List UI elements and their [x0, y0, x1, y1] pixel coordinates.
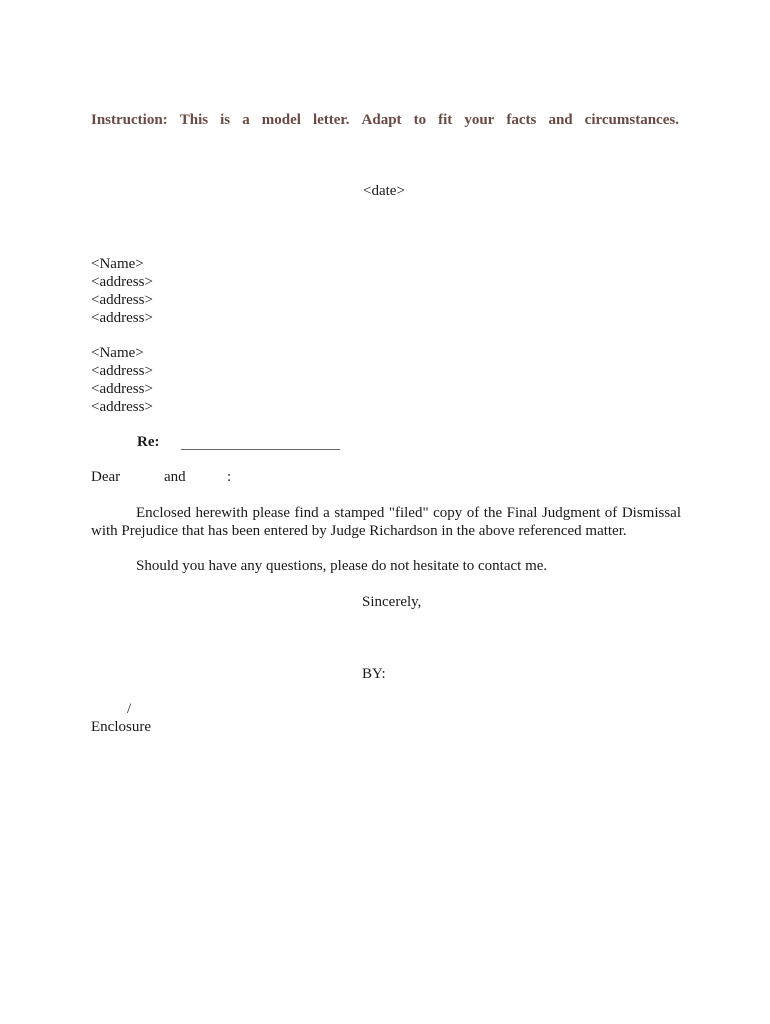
closing-sincerely: Sincerely,	[362, 594, 422, 610]
instruction-word: Instruction:	[91, 112, 168, 128]
questions-paragraph: Should you have any questions, please do not hesitate to contact me.	[136, 558, 548, 574]
instruction-word: to	[413, 112, 427, 128]
instruction-word: circumstances.	[584, 112, 679, 128]
instruction-word: is	[220, 112, 231, 128]
instruction-word: your	[464, 112, 495, 128]
instruction-word: a	[242, 112, 250, 128]
instruction-word: letter.	[312, 112, 350, 128]
instruction-word: fit	[438, 112, 453, 128]
recipient-address-block	[91, 344, 153, 416]
instruction-word: facts	[506, 112, 537, 128]
recipient-address-block	[91, 255, 153, 327]
address-line: <address>	[91, 274, 153, 290]
enclosure-label: Enclosure	[91, 719, 151, 735]
salutation-and: and	[164, 469, 186, 485]
body-line: Enclosed herewith please find a stamped "filed" copy of the Final Judgment of Dismissal	[136, 505, 681, 521]
recipient-name: <Name>	[91, 345, 144, 361]
address-line: <address>	[91, 381, 153, 397]
address-line: <address>	[91, 292, 153, 308]
re-label: Re:	[137, 434, 160, 450]
body-line: with Prejudice that has been entered by Judge Richardson in the above referenced matter.	[91, 523, 627, 539]
signature-by-label: BY:	[362, 666, 386, 682]
recipient-name: <Name>	[91, 256, 144, 272]
instruction-word: and	[548, 112, 573, 128]
instruction-word: This	[179, 112, 209, 128]
instruction-word: Adapt	[361, 112, 402, 128]
salutation-colon: :	[227, 469, 232, 485]
salutation-dear: Dear	[91, 469, 121, 485]
address-line: <address>	[91, 399, 153, 415]
re-blank-line	[181, 449, 340, 450]
instruction-line	[91, 112, 679, 129]
body-paragraph	[91, 504, 681, 540]
letter-date: <date>	[363, 183, 405, 199]
address-line: <address>	[91, 310, 153, 326]
address-line: <address>	[91, 363, 153, 379]
instruction-word: model	[261, 112, 301, 128]
initials-separator: /	[127, 701, 132, 717]
